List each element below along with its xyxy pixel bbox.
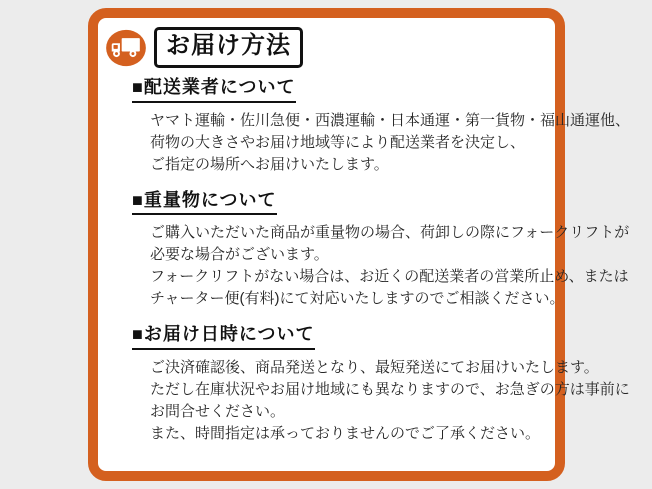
body-line: ご決済確認後、商品発送となり、最短発送にてお届けいたします。 bbox=[150, 358, 599, 376]
body-line: お問合せください。 bbox=[150, 402, 286, 420]
section-body-heavy-items bbox=[150, 222, 630, 310]
page-title: お届け方法 bbox=[154, 27, 303, 68]
section-heading-delivery-schedule: ■お届け日時について bbox=[132, 324, 315, 350]
section-heading-carriers: ■配送業者について bbox=[132, 77, 296, 103]
body-line: 必要な場合がございます。 bbox=[150, 246, 329, 264]
body-line: フォークリフトがない場合は、お近くの配送業者の営業所止め、または bbox=[150, 268, 629, 286]
body-line: ヤマト運輸・佐川急便・西濃運輸・日本通運・第一貨物・福山通運他、 bbox=[150, 111, 631, 129]
section-body-delivery-schedule bbox=[150, 357, 630, 445]
section-body-carriers bbox=[150, 110, 631, 176]
body-line: 荷物の大きさやお届け地域等により配送業者を決定し、 bbox=[150, 133, 526, 151]
body-line: ご購入いただいた商品が重量物の場合、荷卸しの際にフォークリフトが bbox=[150, 224, 630, 242]
section-heavy-items bbox=[132, 189, 630, 311]
body-line: チャーター便(有料)にて対応いたしますのでご相談ください。 bbox=[150, 290, 565, 308]
body-line: ただし在庫状況やお届け地域にも異なりますので、お急ぎの方は事前に bbox=[150, 380, 630, 398]
card-header bbox=[105, 27, 541, 68]
section-carriers bbox=[132, 77, 631, 176]
body-line: また、時間指定は承っておりませんのでご了承ください。 bbox=[150, 424, 541, 442]
section-delivery-schedule bbox=[132, 324, 630, 445]
delivery-truck-icon bbox=[105, 29, 147, 67]
delivery-info-card bbox=[88, 8, 631, 481]
section-heading-heavy-items: ■重量物について bbox=[132, 190, 277, 216]
body-line: ご指定の場所へお届けいたします。 bbox=[150, 155, 389, 173]
